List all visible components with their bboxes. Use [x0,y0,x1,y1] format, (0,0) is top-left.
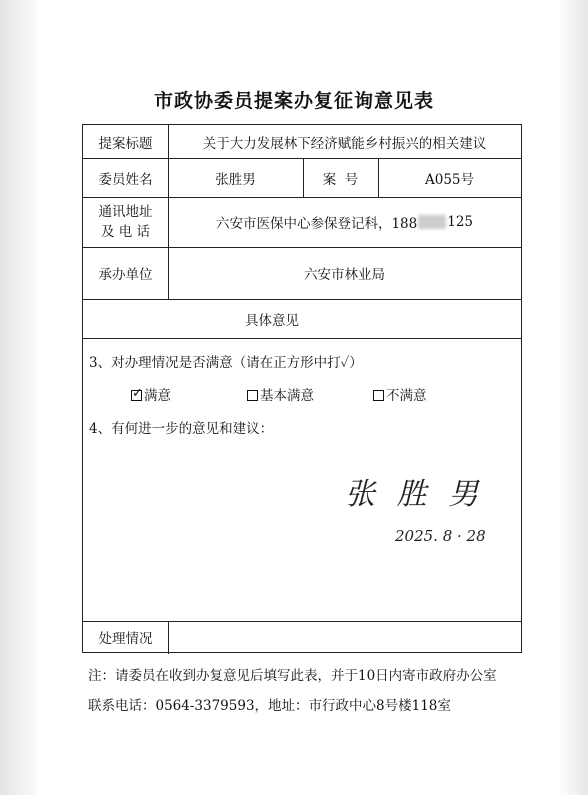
proposal-title-label: 提案标题 [98,135,153,152]
case-number-value: A055号 [424,171,475,188]
q3-question: 3、对办理情况是否满意（请在正方形中打✓） [89,355,363,371]
address-value-suffix: 125 [447,214,474,230]
option-satisfied-label: 满意 [144,388,171,404]
q4-question: 4、有何进一步的意见和建议： [89,421,274,437]
footer-note-line1: 注：请委员在收到办复意见后填写此表，并于10日内寄市政府办公室 [88,668,497,684]
handling-status-label: 处理情况 [98,630,153,647]
option-not-satisfied[interactable] [373,384,427,404]
case-number-label: 案 号 [322,171,359,188]
form-title: 市政协委员提案办复征询意见表 [153,90,434,112]
proposal-title-value: 关于大力发展林下经济赋能乡村振兴的相关建议 [202,135,487,152]
checkmark-icon: ✓ [132,386,143,401]
address-label-line1: 通讯地址 [98,204,153,220]
address-label [83,197,168,247]
checkbox-not-satisfied[interactable] [373,390,384,401]
handwritten-signature: 张 胜 男 [345,477,485,512]
redacted-phone-digits [418,215,446,229]
member-name-value: 张胜男 [215,171,256,188]
option-basically-satisfied-label: 基本满意 [260,388,314,404]
handling-unit-value: 六安市林业局 [304,267,385,283]
specific-opinion-heading: 具体意见 [245,312,299,329]
member-name-label: 委员姓名 [98,171,153,188]
address-label-line2: 及 电 话 [100,224,151,240]
feedback-form-table [82,124,522,653]
handling-status-value[interactable] [168,621,521,652]
handwritten-date: 2025. 8 · 28 [395,527,486,545]
option-basically-satisfied[interactable] [247,384,314,404]
checkbox-basically-satisfied[interactable] [247,390,258,401]
option-satisfied[interactable] [131,384,171,404]
handling-unit-label: 承办单位 [98,267,153,283]
address-value [168,197,521,247]
footer-note-line2: 联系电话：0564-3379593，地址：市行政中心8号楼118室 [88,698,451,714]
address-value-prefix: 六安市医保中心参保登记科，188 [215,216,418,232]
checkbox-satisfied[interactable] [131,386,143,401]
option-not-satisfied-label: 不满意 [386,388,427,404]
